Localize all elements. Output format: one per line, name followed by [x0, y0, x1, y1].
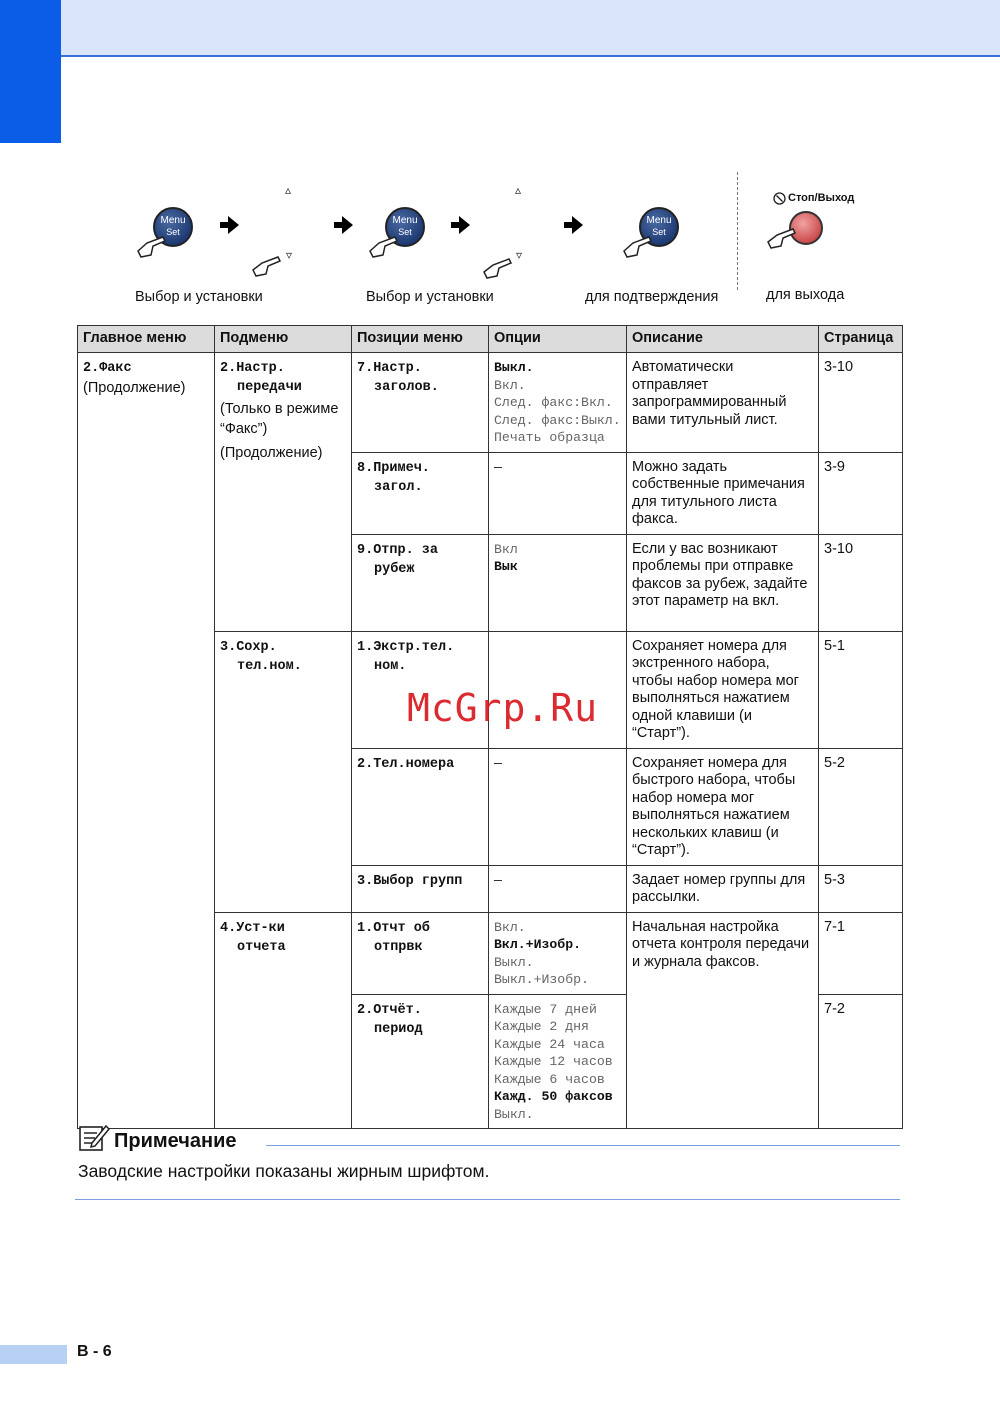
option: Вкл [494, 541, 518, 557]
page-ref: 3-10 [824, 540, 854, 557]
arrow-right-icon [342, 216, 353, 234]
menu-item-line: заголов. [374, 380, 439, 395]
description-cell [627, 912, 819, 1129]
main-menu-code: 2.Факс [83, 361, 132, 376]
option: Вкл. [494, 919, 526, 935]
submenu-cell [215, 912, 352, 1129]
submenu-code-line: тел.ном. [237, 658, 302, 674]
option-default: Кажд. 50 факсов [494, 1089, 613, 1104]
arrow-right-icon [228, 216, 239, 234]
options-cell [489, 994, 627, 1129]
option: След. факс:Вкл. [494, 395, 613, 410]
page-cell [819, 912, 903, 994]
menu-item-line: 1.Отчт об [357, 920, 430, 936]
description-cell [627, 748, 819, 865]
menu-item-cell [352, 865, 489, 912]
page-ref: 5-3 [824, 871, 845, 888]
page-ref: 7-2 [824, 1000, 845, 1017]
description-text: Задает номер группы для рассылки. [632, 871, 806, 905]
menu-item-line: 1.Экстр.тел. [357, 639, 455, 655]
options-cell [489, 748, 627, 865]
watermark: McGrp.Ru [407, 686, 599, 730]
finger-press-icon [481, 256, 515, 280]
header-main-menu: Главное меню [78, 326, 215, 353]
submenu-code-line: 2.Настр. [220, 361, 285, 376]
main-menu-cell [78, 353, 215, 1129]
option-dash: — [494, 459, 502, 475]
page-cell [819, 748, 903, 865]
submenu-code-line: 3.Сохр. [220, 639, 277, 655]
options-cell [489, 452, 627, 534]
description-text: Автоматически отправляет запрограммированный вами титульный лист. [632, 359, 787, 428]
table-row [78, 353, 903, 453]
description-cell [627, 534, 819, 631]
page-cell [819, 534, 903, 631]
main-menu-continued: (Продолжение) [83, 380, 186, 396]
menu-item-line: 2.Тел.номера [357, 756, 455, 772]
finger-press-icon [765, 226, 799, 250]
option: Каждые 2 дня [494, 1019, 589, 1034]
option: Каждые 12 часов [494, 1054, 613, 1069]
menu-item-line: ном. [374, 658, 407, 674]
finger-press-icon [621, 233, 655, 259]
table-header-row [78, 326, 903, 353]
page-cell [819, 631, 903, 748]
menu-item-cell [352, 452, 489, 534]
submenu-cell [215, 631, 352, 912]
menu-item-line: 8.Примеч. [357, 460, 430, 476]
option-dash: — [494, 872, 502, 888]
set-label: Set [166, 227, 180, 237]
note-title: Примечание [114, 1130, 237, 1152]
submenu-code-line: отчета [237, 939, 286, 955]
description-text: Если у вас возникают проблемы при отправке факсов за рубеж, задайте этот параметр на вкл. [632, 540, 808, 609]
caption-select-1: Выбор и установки [135, 289, 263, 305]
options-cell [489, 353, 627, 453]
description-cell [627, 631, 819, 748]
page-ref: 5-1 [824, 637, 845, 654]
separator [737, 172, 738, 290]
menu-item-cell [352, 748, 489, 865]
page-cell [819, 353, 903, 453]
description-cell [627, 452, 819, 534]
page-ref: 3-9 [824, 458, 845, 475]
menu-item-line: отпрвк [374, 939, 423, 955]
set-label: Set [398, 227, 412, 237]
option: След. факс:Выкл. [494, 412, 621, 428]
submenu-cell [215, 353, 352, 632]
menu-item-cell [352, 353, 489, 453]
header-submenu: Подменю [215, 326, 352, 353]
menu-item-cell [352, 912, 489, 994]
header-page: Страница [819, 326, 903, 353]
header-band [0, 0, 1000, 57]
arrow-right-icon [459, 216, 470, 234]
note-bottom-divider [75, 1199, 900, 1200]
up-arrow-icon: ▵ [285, 183, 292, 197]
option: Выкл. [494, 1106, 534, 1122]
header-menu-items: Позиции меню [352, 326, 489, 353]
option: Выкл.+Изобр. [494, 972, 589, 987]
option: Выкл. [494, 954, 534, 970]
menu-label: Menu [160, 215, 186, 226]
menu-item-line: 3.Выбор групп [357, 873, 463, 889]
note-pencil-icon [78, 1122, 110, 1152]
arrow-right-icon [572, 216, 583, 234]
finger-press-icon [367, 233, 401, 259]
description-text: Начальная настройка отчета контроля передачи и журнала факсов. [632, 918, 810, 970]
submenu-code [220, 359, 346, 397]
description-cell [627, 353, 819, 453]
page-cell [819, 452, 903, 534]
footer-band [0, 1345, 67, 1364]
submenu-note: (Только в режиме “Факс”) [220, 401, 339, 437]
header-description: Описание [627, 326, 819, 353]
finger-press-icon [250, 254, 284, 278]
option: Вкл. [494, 377, 526, 393]
down-arrow-icon: ▿ [516, 248, 523, 262]
down-arrow-icon: ▿ [286, 248, 293, 262]
options-cell [489, 534, 627, 631]
menu-item-line: рубеж [374, 561, 415, 577]
header-options: Опции [489, 326, 627, 353]
page-cell [819, 994, 903, 1129]
option-default: Вык [494, 559, 518, 574]
option: Каждые 24 часа [494, 1036, 605, 1052]
caption-select-2: Выбор и установки [366, 289, 494, 305]
note-divider [266, 1145, 900, 1146]
submenu-code-line: 4.Уст-ки [220, 920, 285, 936]
option-dash: — [494, 755, 502, 771]
menu-label: Menu [392, 215, 418, 226]
description-text: Сохраняет номера для экстренного набора, чтобы набор номера мог выполняться нажатием одной клавиши (и “Старт”). [632, 637, 799, 741]
stop-icon [773, 192, 786, 205]
description-text: Можно задать собственные примечания для титульного листа факса. [632, 458, 805, 527]
note-text: Заводские настройки показаны жирным шрифтом. [78, 1161, 490, 1181]
submenu-code-line: передачи [237, 380, 302, 395]
menu-item-line: 7.Настр. [357, 361, 422, 376]
caption-exit: для выхода [766, 287, 845, 303]
menu-item-line: загол. [374, 479, 423, 495]
options-cell [489, 912, 627, 994]
menu-item-line: 9.Отпр. за [357, 542, 439, 558]
option: Печать образца [494, 430, 605, 445]
up-arrow-icon: ▵ [515, 183, 522, 197]
chapter-tab [0, 0, 61, 143]
page-ref: 7-1 [824, 918, 845, 935]
finger-press-icon [135, 233, 169, 259]
stop-exit-label: Стоп/Выход [788, 192, 855, 204]
options-cell [489, 865, 627, 912]
option-default: Вкл.+Изобр. [494, 937, 582, 952]
menu-item-cell [352, 534, 489, 631]
menu-item-cell [352, 994, 489, 1129]
option: Каждые 6 часов [494, 1071, 605, 1087]
option-default: Выкл. [494, 360, 534, 375]
option: Каждые 7 дней [494, 1001, 597, 1017]
description-text: Сохраняет номера для быстрого набора, чтобы набор номера мог выполняться нажатием нескольких клавиш (и “Старт”). [632, 754, 796, 858]
set-label: Set [652, 227, 666, 237]
menu-label: Menu [646, 215, 672, 226]
page-ref: 5-2 [824, 754, 845, 771]
page-ref: 3-10 [824, 359, 854, 375]
menu-item-line: 2.Отчёт. [357, 1002, 422, 1018]
description-cell [627, 865, 819, 912]
menu-item-line: период [374, 1021, 423, 1037]
caption-confirm: для подтверждения [585, 289, 719, 305]
submenu-continued: (Продолжение) [220, 445, 323, 461]
page-cell [819, 865, 903, 912]
page-number: B - 6 [77, 1343, 112, 1360]
